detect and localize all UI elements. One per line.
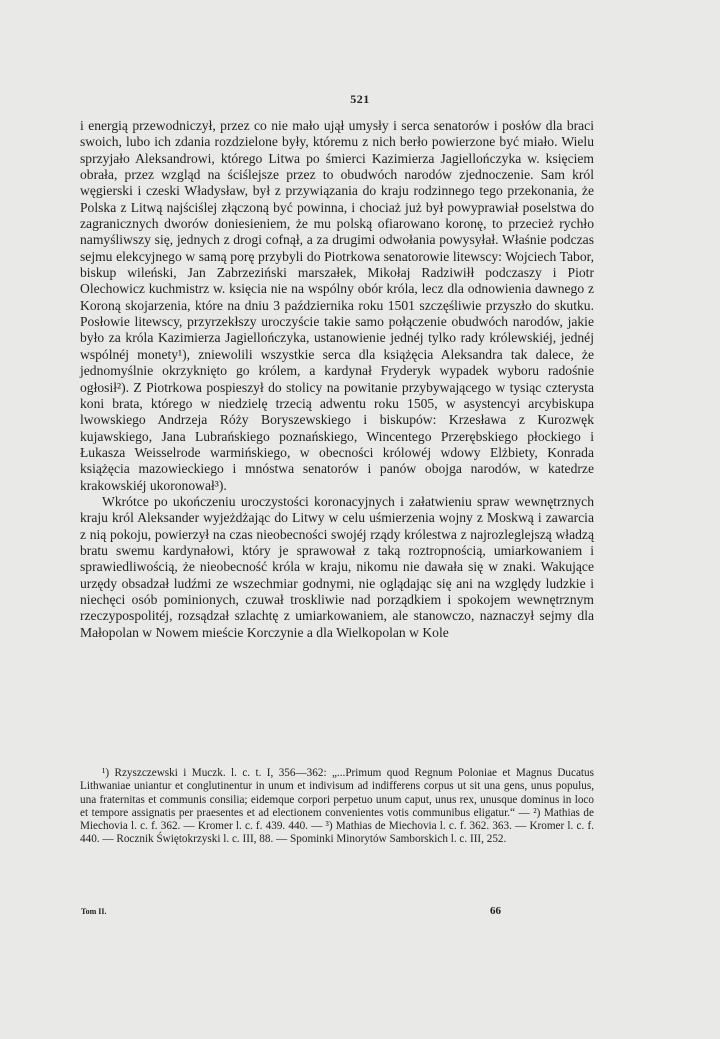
paragraph-2: Wkrótce po ukończeniu uroczystości koronacyjnych i załatwieniu spraw wewnętrznych kraju król Aleksander wyjeżdżając do Litwy w celu uśmierzenia wojny z Moskwą i zawarcia z nią pokoju, powierzył na czas nieobecności swojéj rządy królestwa z najrozleglejszą władzą bratu swemu kardynałowi, który je sprawował z taką roztropnością, umiarkowaniem i sprawiedliwością, że nieobecność króla w kraju, nikomu nie dawała się w znaki. Wakujące urzędy obsadzał ludźmi ze wszechmiar godnymi, nie oglądając się ani na względy ludzkie i niechęci osób pominionych, czuwał troskliwie nad porządkiem i spokojem wewnętrznym rzeczypospolitéj, rozsądzał szlachtę z umiarkowaniem, ale stanowczo, naznaczył sejmy dla Małopolan w Nowem mieście Korczynie a dla Wielkopolan w Kole (80, 493, 594, 640)
volume-signature: Tom II. (81, 907, 107, 916)
footnotes (80, 767, 594, 847)
page-number: 521 (350, 92, 370, 106)
footnote-block: ¹) Rzyszczewski i Muczk. l. c. t. I, 356—362: „...Primum quod Regnum Poloniae et Magnus Ducatus Lithwaniae uniantur et conglutinentur in unum et indivisum ad indifferens corpus ut sit una gens, unus populus, una fraternitas et communis consilia; eidemque corpori perpetuo unum caput, unus rex, unusque dominus in loco et tempore assignatis per praesentes et ad electionem convenientes votis communibus eligatur.“ — ²) Mathias de Miechovia l. c. f. 362. — Kromer l. c. f. 439. 440. — ³) Mathias de Miechovia l. c. f. 362. 363. — Kromer l. c. f. 440. — Rocznik Świętokrzyski l. c. III, 88. — Spominki Minorytów Samborskich l. c. III, 252. (80, 767, 594, 846)
sheet-number: 66 (490, 905, 501, 917)
paragraph-1: i energią przewodniczył, przez co nie mało ujął umysły i serca senatorów i posłów dla braci swoich, lubo ich zdania rozdzielone były, któremu z nich berło powierzone być miało. Wielu sprzyjało Aleksandrowi, którego Litwa po śmierci Kazimierza Jagiellończyka w. księciem obrała, przez wzgląd na ściślejsze przez to obudwóch narodów zjednoczenie. Sam król węgierski i czeski Władysław, był z przywiązania do kraju rodzinnego tego przekonania, że Polska z Litwą najściślej złączoną być powinna, i chociaż już był powyprawiał poselstwa do zagranicznych dworów doniesieniem, że mu polską ofiarowano koronę, to przecież rychło namyśliwszy się, jednych z drogi cofnął, a za drugimi odwołania powysyłał. Właśnie podczas sejmu elekcyjnego w samą porę przybyli do Piotrkowa senatorowie litewscy: Wojciech Tabor, biskup wileński, Jan Zabrzeziński marszałek, Mikołaj Radziwiłł podczaszy i Piotr Olechowicz kuchmistrz w. księcia nie na wspólny obór króla, lecz dla odnowienia dawnego z Koroną skojarzenia, które na dniu 3 października roku 1501 szczęśliwie przyszło do skutku. Posłowie litewscy, przyrzekłszy uroczyście takie samo połączenie obudwóch narodów, jakie było za króla Kazimierza Jagiellończyka, ustanowienie jednéj tylko rady królewskiéj, jednéj wspólnéj monety¹), zniewolili wszystkie serca dla książęcia Aleksandra tak dalece, że jednomyślnie okrzyknięto go królem, a kardynał Fryderyk wypadek wyboru radośnie ogłosił²). Z Piotrkowa pospieszył do stolicy na powitanie przybywającego w tysiąc czterysta koni brata, którego w niedzielę trzecią adwentu roku 1505, w asystencyi arcybiskupa lwowskiego Andrzeja Róży Boryszewskiego i biskupów: Krzesława z Kurozwęk kujawskiego, Jana Lubrańskiego poznańskiego, Wincentego Przerębskiego płockiego i Łukasza Weisselrode warmińskiego, w obecności królowéj wdowy Elżbiety, Konrada książęcia mazowieckiego i mnóstwa senatorów i panów obojga narodów, w katedrze krakowskiéj ukoronował³). (80, 118, 594, 493)
main-text (80, 118, 594, 641)
